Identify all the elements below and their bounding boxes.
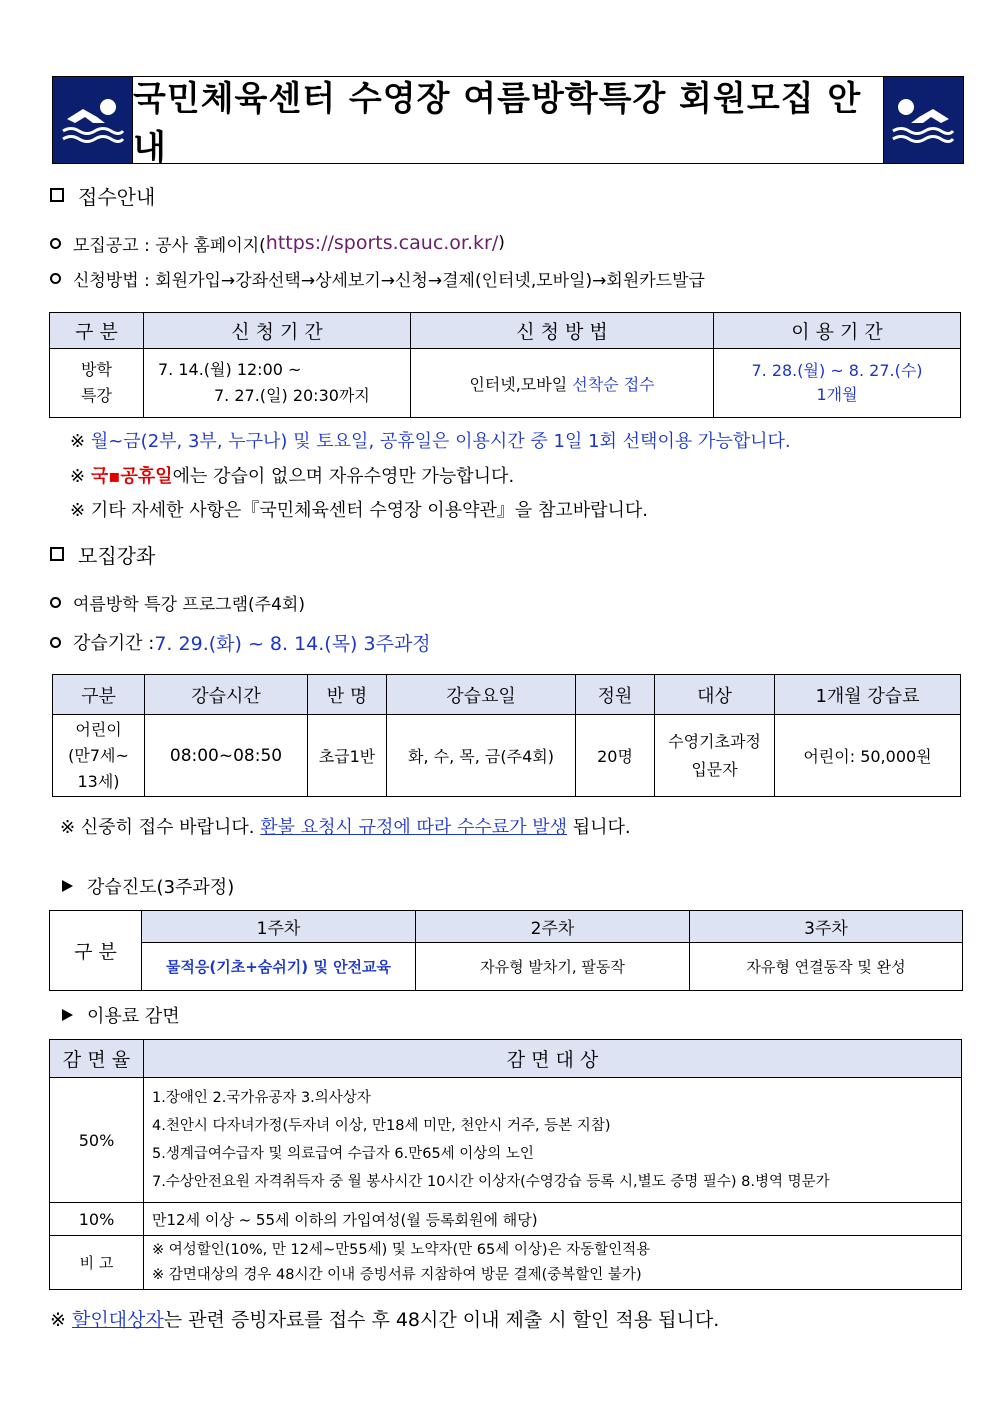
section-heading-text: 접수안내 [78, 184, 156, 209]
cell-text: 7. 28.(월) ~ 8. 27.(수) [751, 361, 923, 380]
progress-heading [62, 873, 234, 899]
program-text: 여름방학 특강 프로그램(주4회) [73, 594, 305, 615]
footer-note [50, 1305, 719, 1332]
program-line [50, 589, 305, 615]
cell-text: 7.수상안전요원 자격취득자 중 월 봉사시간 10시간 이상자(수영강습 등록 시,별도 증명 필수) 8.병역 명문가 [152, 1174, 830, 1190]
notice-label: 모집공고 : 공사 홈페이지( [73, 235, 266, 256]
circle-bullet-icon [50, 637, 61, 648]
cell-text: (만7세~ [68, 745, 129, 765]
note-line [70, 427, 791, 453]
category-cell [50, 349, 144, 418]
discount-heading-text: 이용료 감면 [87, 1006, 180, 1027]
note-text: 됩니다. [567, 817, 631, 838]
capacity-cell: 20명 [576, 715, 655, 797]
header-cell: 구 분 [50, 313, 144, 349]
note-highlight: 환불 요청시 규정에 따라 수수료가 발생 [260, 817, 568, 838]
remark-label: 비 고 [50, 1236, 144, 1290]
circle-bullet-icon [50, 238, 61, 249]
circle-bullet-icon [50, 597, 61, 608]
cell-text: 7. 27.(일) 20:30까지 [214, 386, 370, 405]
cell-text: 인터넷,모바일 [469, 374, 573, 394]
course-table [52, 674, 961, 797]
discount-heading [62, 1002, 180, 1028]
period-value: 7. 29.(화) ~ 8. 14.(목) 3주과정 [154, 632, 431, 655]
week-header: 2주차 [416, 911, 690, 943]
section-heading-courses [50, 540, 155, 568]
note-highlight: 할인대상자 [71, 1309, 164, 1331]
cell-text: 입문자 [691, 759, 738, 779]
method-line [50, 265, 705, 291]
cell-text: 수영기초과정 [668, 731, 761, 751]
cell-text: 어린이 [75, 719, 122, 739]
header-cell: 강습요일 [387, 675, 576, 715]
progress-table [49, 910, 963, 991]
target-cell: 만12세 이상 ~ 55세 이하의 가입여성(월 등록회원에 해당) [144, 1203, 962, 1236]
header-cell: 1개월 강습료 [775, 675, 961, 715]
notice-close: ) [498, 233, 505, 253]
rate-cell: 50% [50, 1078, 144, 1203]
section-heading-reception [50, 181, 155, 209]
refund-note [60, 813, 631, 839]
week-header: 1주차 [142, 911, 416, 943]
note-mark: ※ [50, 1309, 72, 1331]
progress-heading-text: 강습진도(3주과정) [87, 877, 235, 898]
cell-text: 7. 14.(월) 12:00 ~ [158, 360, 302, 379]
note-text: 는 관련 증빙자료를 접수 후 48시간 이내 제출 시 할인 적용 됩니다. [163, 1309, 720, 1331]
swimmer-icon [884, 77, 963, 163]
cell-text: 13세) [77, 771, 120, 791]
highlight-text: 선착순 접수 [572, 374, 655, 394]
note-text: 기타 자세한 사항은『국민체육센터 수영장 이용약관』을 참고바랍니다. [90, 500, 649, 521]
swimmer-icon [53, 77, 132, 163]
triangle-bullet-icon [62, 880, 73, 892]
cell-text: ※ 감면대상의 경우 48시간 이내 증빙서류 지참하여 방문 결제(중복할인 불가) [152, 1266, 642, 1283]
note-line [70, 496, 648, 522]
week-content: 자유형 발차기, 팔동작 [416, 943, 690, 991]
discount-table [49, 1039, 962, 1290]
checkbox-square-icon [50, 547, 64, 561]
cell-text: 방학 [81, 360, 112, 379]
page-title: 국민체육센터 수영장 여름방학특강 회원모집 안내 [132, 77, 884, 163]
category-cell [53, 715, 145, 797]
notice-line [50, 230, 505, 256]
section-heading-text: 모집강좌 [78, 543, 156, 568]
target-cell [655, 715, 775, 797]
header-cell: 감 면 대 상 [144, 1040, 962, 1078]
cell-text: ※ 여성할인(10%, 만 12세~만55세) 및 노약자(만 65세 이상)은 자동할인적용 [152, 1241, 651, 1258]
remark-cell [144, 1236, 962, 1290]
apply-table [49, 312, 961, 418]
header-cell: 신 청 기 간 [144, 313, 411, 349]
note-mark: ※ [70, 466, 91, 487]
target-cell [144, 1078, 962, 1203]
header-cell: 대상 [655, 675, 775, 715]
cell-text: 4.천안시 다자녀가정(두자녀 이상, 만18세 미만, 천안시 거주, 등본 지참) [152, 1118, 611, 1134]
week-content: 자유형 연결동작 및 완성 [690, 943, 963, 991]
cell-text: 1개월 [816, 385, 858, 404]
use-period-cell [714, 349, 961, 418]
note-text: 에는 강습이 없으며 자유수영만 가능합니다. [172, 466, 515, 487]
class-cell: 초급1반 [308, 715, 387, 797]
period-line [50, 628, 431, 656]
header-cell: 구분 [53, 675, 145, 715]
note-mark: ※ [70, 431, 91, 452]
fee-cell: 어린이: 50,000원 [775, 715, 961, 797]
header-cell: 이 용 기 간 [714, 313, 961, 349]
header-cell: 감 면 율 [50, 1040, 144, 1078]
days-cell: 화, 수, 목, 금(주4회) [387, 715, 576, 797]
time-cell: 08:00~08:50 [145, 715, 308, 797]
method-text: 신청방법 : 회원가입→강좌선택→상세보기→신청→결제(인터넷,모바일)→회원카드발급 [73, 270, 705, 291]
week-header: 3주차 [690, 911, 963, 943]
period-label: 강습기간 : [73, 633, 155, 654]
header-cell: 신 청 방 법 [411, 313, 714, 349]
method-cell [411, 349, 714, 418]
title-banner [52, 76, 964, 168]
cell-text: 5.생계급여수급자 및 의료급여 수급자 6.만65세 이상의 노인 [152, 1146, 534, 1162]
rate-cell: 10% [50, 1203, 144, 1236]
cell-text: 특강 [81, 386, 112, 405]
note-highlight: 국▪공휴일 [90, 466, 173, 487]
circle-bullet-icon [50, 273, 61, 284]
note-text: ※ 신중히 접수 바랍니다. [60, 817, 261, 838]
cell-text: 1.장애인 2.국가유공자 3.의사상자 [152, 1090, 371, 1106]
period-cell [144, 349, 411, 418]
week-content: 물적응(기초+숨쉬기) 및 안전교육 [142, 943, 416, 991]
checkbox-square-icon [50, 188, 64, 202]
note-text: 월~금(2부, 3부, 누구나) 및 토요일, 공휴일은 이용시간 중 1일 1회 선택이용 가능합니다. [90, 431, 791, 452]
header-cell: 정원 [576, 675, 655, 715]
note-line [70, 462, 514, 488]
note-mark: ※ [70, 500, 91, 521]
homepage-link[interactable]: https://sports.cauc.or.kr/ [265, 232, 499, 254]
header-cell: 반 명 [308, 675, 387, 715]
header-cell: 강습시간 [145, 675, 308, 715]
category-cell: 구 분 [50, 911, 142, 991]
triangle-bullet-icon [62, 1009, 73, 1021]
